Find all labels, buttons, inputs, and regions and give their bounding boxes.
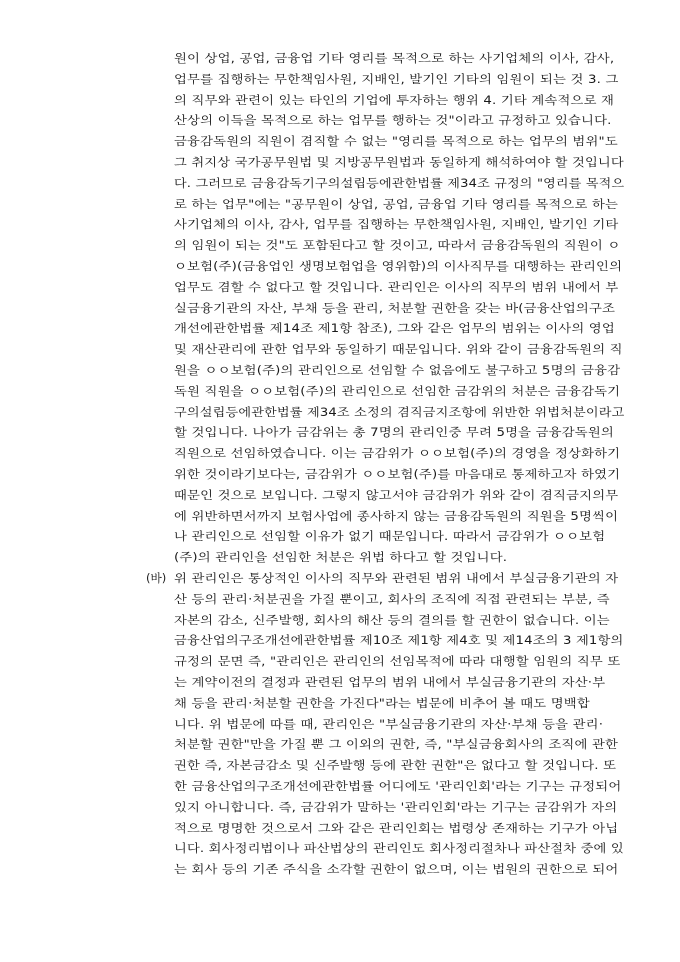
text-line: 한 금융산업의구조개선에관한법률 어디에도 '관리인회'라는 기구는 규정되어 — [174, 779, 622, 793]
item-marker: (바) — [146, 571, 167, 585]
text-line: 구의설립등에관한법률 제34조 소정의 겸직금지조항에 위반한 위법처분이라고 — [174, 404, 625, 419]
text-line: 업무를 집행하는 무한책임사원, 지배인, 발기인 기타의 임원이 되는 것 3. 그 — [174, 71, 619, 86]
text-line: 할 것입니다. 나아가 금감위는 총 7명의 관리인중 무려 5명을 금융감독원의 — [174, 425, 614, 440]
text-line: 로 하는 업무"에는 "공무원이 상업, 공업, 금융업 기타 영리를 목적으로 하는 — [174, 196, 619, 211]
text-line: 사기업체의 이사, 감사, 업무를 집행하는 무한책임사원, 지배인, 발기인 기타 — [174, 217, 619, 232]
text-line: 권한 즉, 자본금감소 및 신주발행 등에 관한 권한"은 없다고 할 것입니다. 또 — [174, 758, 617, 773]
text-line: 에 위반하면서까지 보험사업에 종사하지 않는 금융감독원의 직원을 5명씩이 — [174, 508, 619, 523]
text-line: 위한 것이라기보다는, 금감위가 ㅇㅇ보험(주)를 마음대로 통제하고자 하였기 — [174, 467, 621, 481]
text-line: 있지 아니합니다. 즉, 금감위가 말하는 '관리인회'라는 기구는 금감위가 자의 — [174, 799, 618, 814]
text-line: 규정의 문면 즉, "관리인은 관리인의 선임목적에 따라 대행할 임원의 직무 또 — [174, 654, 621, 669]
text-line: 직원으로 선임하였습니다. 이는 금감위가 ㅇㅇ보험(주)의 경영을 정상화하기 — [174, 446, 621, 461]
text-line: 실금융기관의 자산, 부채 등을 관리, 처분할 권한을 갖는 바(금융산업의구조 — [174, 300, 616, 315]
text-line: ㅇ보험(주)(금융업인 생명보험업을 영위함)의 이사직무를 대행하는 관리인의 — [174, 259, 623, 273]
text-line: 산 등의 관리·처분권을 가질 뿐이고, 회사의 조직에 직접 관련되는 부분, 즉 — [174, 591, 610, 606]
text-line: 위 관리인은 통상적인 이사의 직무와 관련된 범위 내에서 부실금융기관의 자 — [174, 571, 619, 585]
text-line: 적으로 명명한 것으로서 그와 같은 관리인회는 법령상 존재하는 기구가 아닙 — [174, 820, 619, 835]
text-line: 금융산업의구조개선에관한법률 제10조 제1항 제4호 및 제14조의 3 제1항의 — [174, 633, 624, 648]
text-line: 자본의 감소, 신주발행, 회사의 해산 등의 결의를 할 권한이 없습니다. 이는 — [174, 612, 610, 627]
text-line: 다. 그러므로 금융감독기구의설립등에관한법률 제34조 규정의 "영리를 목적으 — [174, 175, 625, 190]
text-line: 원이 상업, 공업, 금융업 기타 영리를 목적으로 하는 사기업체의 이사, 감사, — [174, 51, 615, 65]
text-line: 니다. 위 법문에 따를 때, 관리인은 "부실금융기관의 자산·부채 등을 관리· — [174, 716, 604, 731]
text-line: 처분할 권한"만을 가질 뿐 그 이외의 권한, 즉, "부실금융회사의 조직에 관한 — [174, 737, 619, 752]
text-line: 및 재산관리에 관한 업무와 동일하기 때문입니다. 위와 같이 금융감독원의 직 — [174, 342, 623, 357]
text-line: 그 취지상 국가공무원법 및 지방공무원법과 동일하게 해석하여야 할 것입니다 — [174, 155, 624, 169]
text-line: 원을 ㅇㅇ보험(주)의 관리인으로 선임할 수 없음에도 불구하고 5명의 금융감 — [174, 363, 621, 377]
text-line: (주)의 관리인을 선임한 처분은 위법 하다고 할 것입니다. — [174, 550, 508, 565]
text-line: 의 직무와 관련이 있는 타인의 기업에 투자하는 행위 4. 기타 계속적으로 재 — [174, 92, 615, 107]
text-line: 는 회사 등의 기존 주식을 소각할 권한이 없으며, 이는 법원의 권한으로 되어 — [174, 862, 619, 877]
text-line: 채 등을 관리·처분할 권한을 가진다"라는 법문에 비추어 볼 때도 명백합 — [174, 695, 590, 710]
text-line: 때문인 것으로 보입니다. 그렇지 않고서야 금감위가 위와 같이 겸직금지의무 — [174, 487, 619, 502]
text-line: 니다. 회사정리법이나 파산법상의 관리인도 회사정리절차나 파산절차 중에 있 — [174, 841, 624, 856]
text-line: 독원 직원을 ㅇㅇ보험(주)의 관리인으로 선임한 금감위의 처분은 금융감독기 — [174, 383, 621, 398]
text-line: 산상의 이득을 목적으로 하는 업무를 행하는 것"이라고 규정하고 있습니다. — [174, 113, 612, 128]
text-line: 개선에관한법률 제14조 제1항 참조), 그와 같은 업무의 범위는 이사의 영업 — [174, 321, 615, 336]
text-line: 의 임원이 되는 것"도 포함된다고 할 것이고, 따라서 금융감독원의 직원이 ㅇ — [174, 238, 621, 253]
text-line: 금융감독원의 직원이 겸직할 수 없는 "영리를 목적으로 하는 업무의 범위"도 — [174, 134, 618, 149]
text-line: 는 계약이전의 결정과 관련된 업무의 범위 내에서 부실금융기관의 자산·부 — [174, 675, 606, 689]
text-line: 나 관리인으로 선임할 이유가 없기 때문입니다. 따라서 금감위가 ㅇㅇ보험 — [174, 529, 606, 544]
text-line: 업무도 겸할 수 없다고 할 것입니다. 관리인은 이사의 직무의 범위 내에서 부 — [174, 279, 619, 294]
